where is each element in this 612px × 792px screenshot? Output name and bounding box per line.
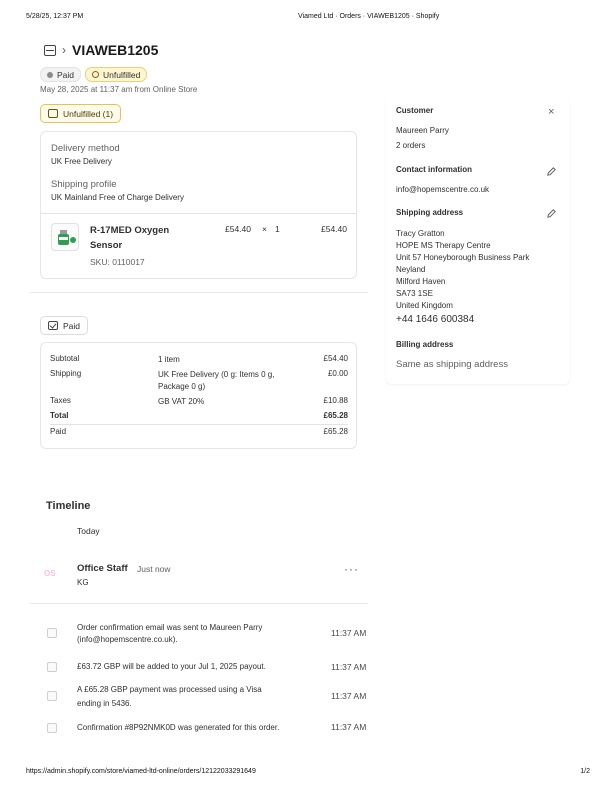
quantity: 1: [275, 224, 280, 234]
unfulfilled-status-pill: [40, 104, 121, 123]
order-header: [44, 42, 158, 58]
order-meta: May 28, 2025 at 11:37 am from Online Store: [40, 85, 198, 94]
unfulfilled-status-label: Unfulfilled (1): [63, 108, 114, 119]
print-url: https://admin.shopify.com/store/viamed-ltd-online/orders/12122033291649: [26, 768, 256, 775]
customer-heading: Customer: [396, 106, 434, 115]
customer-order-count[interactable]: 2 orders: [396, 141, 426, 150]
timeline-event-time: 11:37 AM: [331, 662, 367, 672]
shipping-profile-label: Shipping profile: [51, 179, 117, 190]
summary-divider: [50, 424, 348, 425]
line-total: £54.40: [321, 224, 347, 234]
address-line: HOPE MS Therapy Centre: [396, 241, 491, 250]
paid-status-pill: [40, 316, 88, 335]
timeline-event-text: £63.72 GBP will be added to your Jul 1, 2025 payout.: [77, 662, 266, 671]
summary-amount: £54.40: [323, 354, 348, 363]
comment-text: KG: [77, 578, 89, 587]
summary-desc: UK Free Delivery (0 g: Items 0 g, Package 0 g): [158, 370, 275, 391]
oxygen-sensor-image-icon: [52, 224, 79, 251]
comment-time: Just now: [137, 564, 171, 574]
summary-amount: £65.28: [323, 427, 348, 436]
timeline-day-label: Today: [77, 526, 100, 536]
summary-label: Subtotal: [50, 354, 80, 363]
product-name-line2[interactable]: Sensor: [90, 240, 123, 251]
orders-inbox-icon[interactable]: [44, 45, 56, 56]
unit-price: £54.40: [225, 224, 251, 234]
billing-address-heading: Billing address: [396, 340, 454, 349]
delivery-method-value: UK Free Delivery: [51, 157, 112, 166]
timeline-heading: Timeline: [46, 500, 91, 512]
summary-label: Taxes: [50, 396, 71, 405]
address-line: Tracy Gratton: [396, 229, 445, 238]
print-page-number: 1/2: [580, 768, 590, 775]
summary-desc: 1 item: [158, 355, 180, 364]
customer-panel: [386, 96, 570, 384]
address-line: Unit 57 Honeyborough Business Park: [396, 253, 530, 262]
timeline-event-marker: [47, 628, 57, 638]
timeline-event-time: 11:37 AM: [331, 691, 367, 701]
fulfillment-card: [40, 131, 357, 279]
billing-address-value: Same as shipping address: [396, 359, 508, 370]
summary-amount: £0.00: [327, 369, 348, 378]
timeline-event-text: Order confirmation email was sent to Maureen Parry: [77, 623, 263, 632]
timeline-event-time: 11:37 AM: [331, 722, 367, 732]
more-actions-icon[interactable]: ···: [344, 562, 359, 576]
timeline-event-text: (info@hopemscentre.co.uk).: [77, 635, 178, 644]
summary-amount: £65.28: [323, 411, 348, 420]
card-divider: [41, 213, 356, 214]
checkbox-checked-icon: [48, 321, 58, 330]
summary-label: Total: [50, 411, 69, 420]
summary-amount: £10.88: [323, 396, 348, 405]
edit-contact-pencil-icon[interactable]: [546, 166, 557, 177]
address-line: Neyland: [396, 265, 426, 274]
payment-status-label: Paid: [57, 69, 75, 80]
fulfillment-status-badge: [85, 67, 147, 82]
timeline-event-text: ending in 5436.: [77, 699, 132, 708]
customer-name[interactable]: Maureen Parry: [396, 126, 449, 135]
timeline-separator: [30, 603, 368, 604]
timeline-event-marker: [47, 662, 57, 672]
address-line: United Kingdom: [396, 301, 453, 310]
product-name-line1[interactable]: R-17MED Oxygen: [90, 225, 170, 236]
avatar: OS: [44, 569, 56, 578]
summary-label: Paid: [50, 427, 67, 436]
delivery-method-label: Delivery method: [51, 143, 120, 154]
print-datetime: 5/28/25, 12:37 PM: [26, 13, 84, 20]
address-line: Milford Haven: [396, 277, 446, 286]
address-line: SA73 1SE: [396, 289, 433, 298]
chevron-right-icon: ›: [62, 43, 66, 57]
customer-email[interactable]: info@hopemscentre.co.uk: [396, 185, 490, 194]
print-title: Viamed Ltd · Orders · VIAWEB1205 · Shopify: [298, 13, 440, 20]
page-title: VIAWEB1205: [72, 42, 159, 58]
order-status-badges: [40, 67, 147, 82]
contact-heading: Contact information: [396, 165, 472, 174]
comment-author: Office Staff: [77, 563, 128, 574]
paid-dot-icon: [47, 72, 53, 78]
timeline-event-text: Confirmation #8P92NMK0D was generated for this order.: [77, 723, 280, 732]
shipping-profile-value: UK Mainland Free of Charge Delivery: [51, 193, 184, 202]
edit-shipping-pencil-icon[interactable]: [546, 208, 557, 219]
summary-label: Shipping: [50, 369, 82, 378]
close-icon[interactable]: ×: [548, 106, 555, 118]
product-thumbnail[interactable]: [51, 223, 79, 251]
timeline-event-time: 11:37 AM: [331, 628, 367, 638]
section-separator: [30, 292, 368, 293]
print-header: [26, 13, 586, 25]
fulfillment-status-label: Unfulfilled: [103, 69, 141, 80]
timeline-event-text: A £65.28 GBP payment was processed using a Visa: [77, 685, 262, 694]
times-sign: ×: [262, 224, 267, 234]
unfulfilled-box-icon: [48, 109, 58, 118]
timeline-event-marker: [47, 723, 57, 733]
payment-status-badge: [40, 67, 81, 82]
unfulfilled-ring-icon: [92, 71, 99, 78]
timeline-event-marker: [47, 691, 57, 701]
customer-phone[interactable]: +44 1646 600384: [396, 314, 475, 325]
product-sku: SKU: 0110017: [90, 257, 145, 267]
paid-status-label: Paid: [63, 320, 81, 331]
summary-desc: GB VAT 20%: [158, 397, 205, 406]
shipping-address-heading: Shipping address: [396, 208, 464, 217]
